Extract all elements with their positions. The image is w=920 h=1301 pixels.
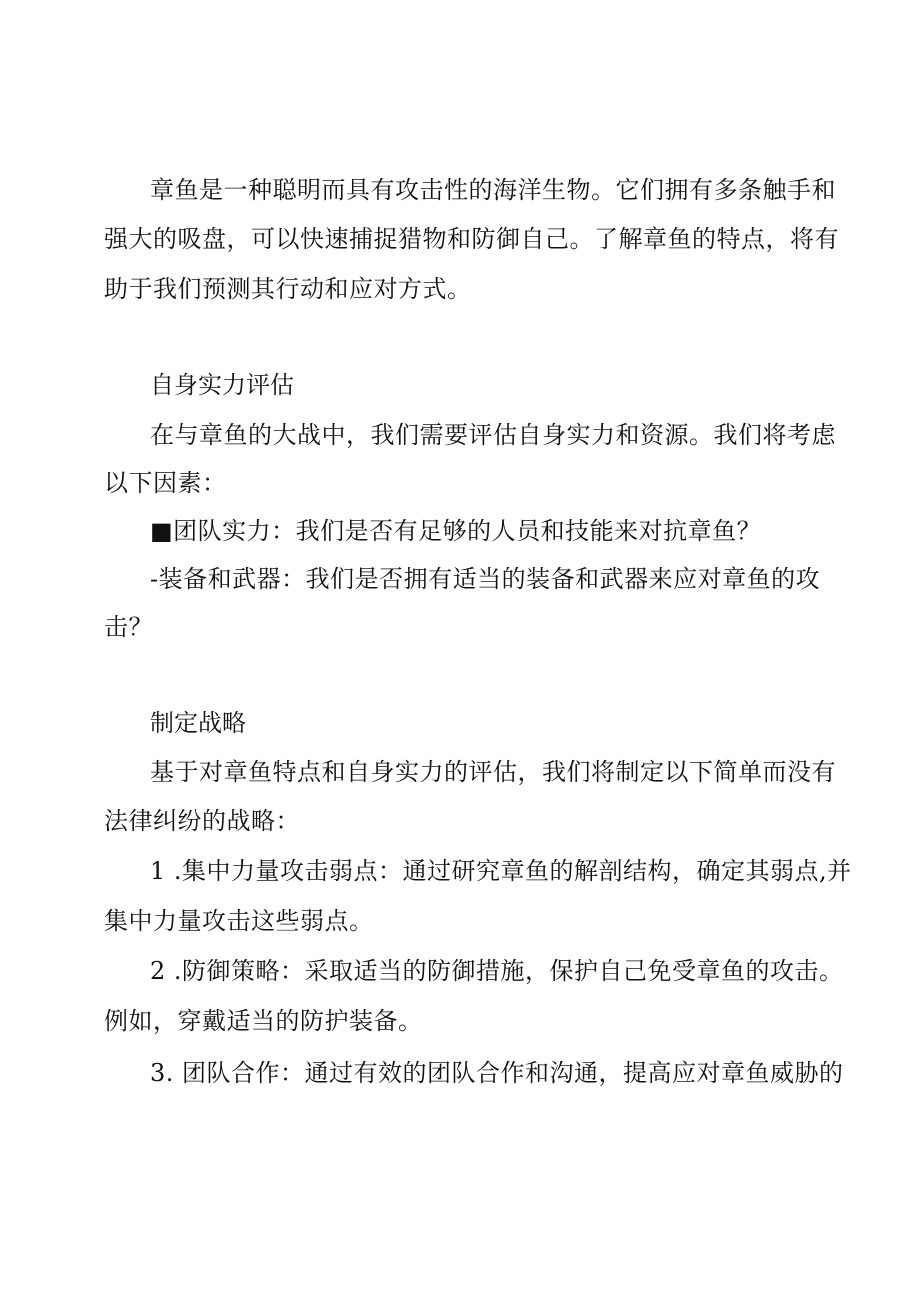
intro-line-1: 章鱼是一种聪明而具有攻击性的海洋生物。它们拥有多条触手和 [150, 176, 836, 204]
intro-line-3: 助于我们预测其行动和应对方式。 [104, 275, 472, 303]
strategy-item-2-line-2: 例如，穿戴适当的防护装备。 [104, 1007, 423, 1035]
strategy-item-3-line-1: 3. 团队合作：通过有效的团队合作和沟通，提高应对章鱼威胁的 [150, 1059, 844, 1087]
self-intro-line-1: 在与章鱼的大战中，我们需要评估自身实力和资源。我们将考虑 [150, 421, 836, 449]
strategy-intro-line-1: 基于对章鱼特点和自身实力的评估，我们将制定以下简单而没有 [150, 758, 836, 786]
self-list-item-equipment-cont: 击？ [104, 613, 153, 641]
strategy-item-1-line-1: 1 .集中力量攻击弱点：通过研究章鱼的解剖结构，确定其弱点,并 [150, 857, 852, 885]
strategy-item-1-line-2: 集中力量攻击这些弱点。 [104, 907, 374, 935]
strategy-intro-line-2: 法律纠纷的战略： [104, 807, 300, 835]
self-list-item-team: ■团队实力：我们是否有足够的人员和技能来对抗章鱼？ [150, 517, 762, 545]
strategy-item-2-line-1: 2 .防御策略：采取适当的防御措施，保护自己免受章鱼的攻击。 [150, 957, 844, 985]
section-heading-strategy: 制定战略 [150, 709, 246, 737]
section-heading-self-assessment: 自身实力评估 [150, 371, 294, 399]
self-list-item-equipment: -装备和武器：我们是否拥有适当的装备和武器来应对章鱼的攻 [150, 565, 821, 593]
self-intro-line-2: 以下因素： [104, 469, 227, 497]
intro-line-2: 强大的吸盘，可以快速捕捉猎物和防御自己。了解章鱼的特点，将有 [104, 225, 839, 253]
